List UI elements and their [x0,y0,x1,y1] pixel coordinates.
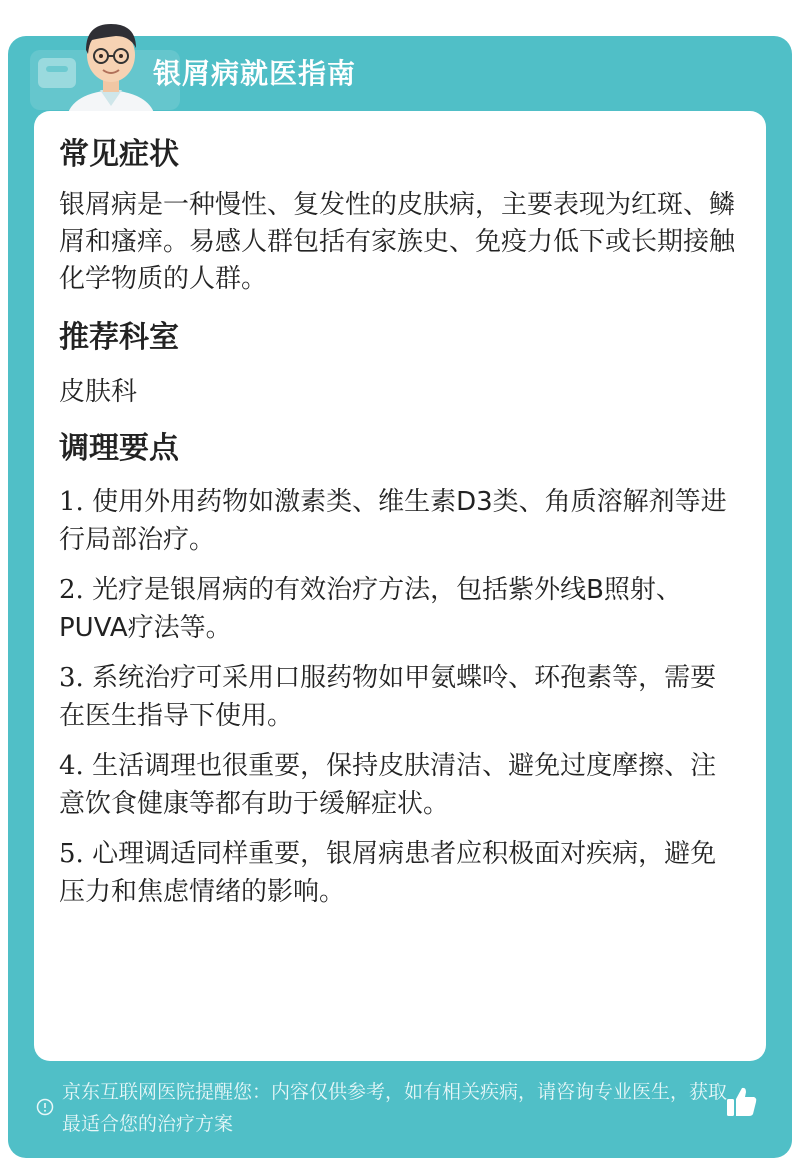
department-text: 皮肤科 [59,377,138,407]
department-heading: 推荐科室 [59,320,179,355]
list-item [59,747,741,823]
list-item-number: 3. [59,663,84,693]
footer-disclaimer [34,1076,734,1140]
page-title: 银屑病就医指南 [153,57,357,90]
care-heading: 调理要点 [59,431,179,466]
symptoms-text: 银屑病是一种慢性、复发性的皮肤病，主要表现为红斑、鳞屑和瘙痒。易感人群包括有家族史、免疫力低下或长期接触化学物质的人群。 [59,190,736,294]
list-item-number: 5. [59,839,84,869]
list-item-text: 系统治疗可采用口服药物如甲氨蝶呤、环孢素等，需要在医生指导下使用。 [59,663,717,731]
list-item [59,571,741,647]
symptoms-heading: 常见症状 [59,137,179,172]
care-list [59,483,741,911]
list-item-text: 心理调适同样重要，银屑病患者应积极面对疾病，避免压力和焦虑情绪的影响。 [59,839,717,907]
list-item-number: 1. [59,487,84,517]
list-item [59,483,741,559]
list-item [59,835,741,911]
guide-panel [8,36,792,1158]
list-item-text: 生活调理也很重要，保持皮肤清洁、避免过度摩擦、注意饮食健康等都有助于缓解症状。 [59,751,717,819]
list-item-text: 光疗是银屑病的有效治疗方法，包括紫外线B照射、PUVA疗法等。 [59,575,682,643]
footer-text: 京东互联网医院提醒您：内容仅供参考，如有相关疾病，请咨询专业医生，获取最适合您的治疗方案 [62,1081,728,1135]
content-card [34,111,766,1061]
list-item [59,659,741,735]
doctor-avatar [56,10,166,122]
list-item-text: 使用外用药物如激素类、维生素D3类、角质溶解剂等进行局部治疗。 [59,487,727,555]
thumbs-up-icon[interactable] [724,1084,760,1120]
list-item-number: 2. [59,575,84,605]
list-item-number: 4. [59,751,84,781]
